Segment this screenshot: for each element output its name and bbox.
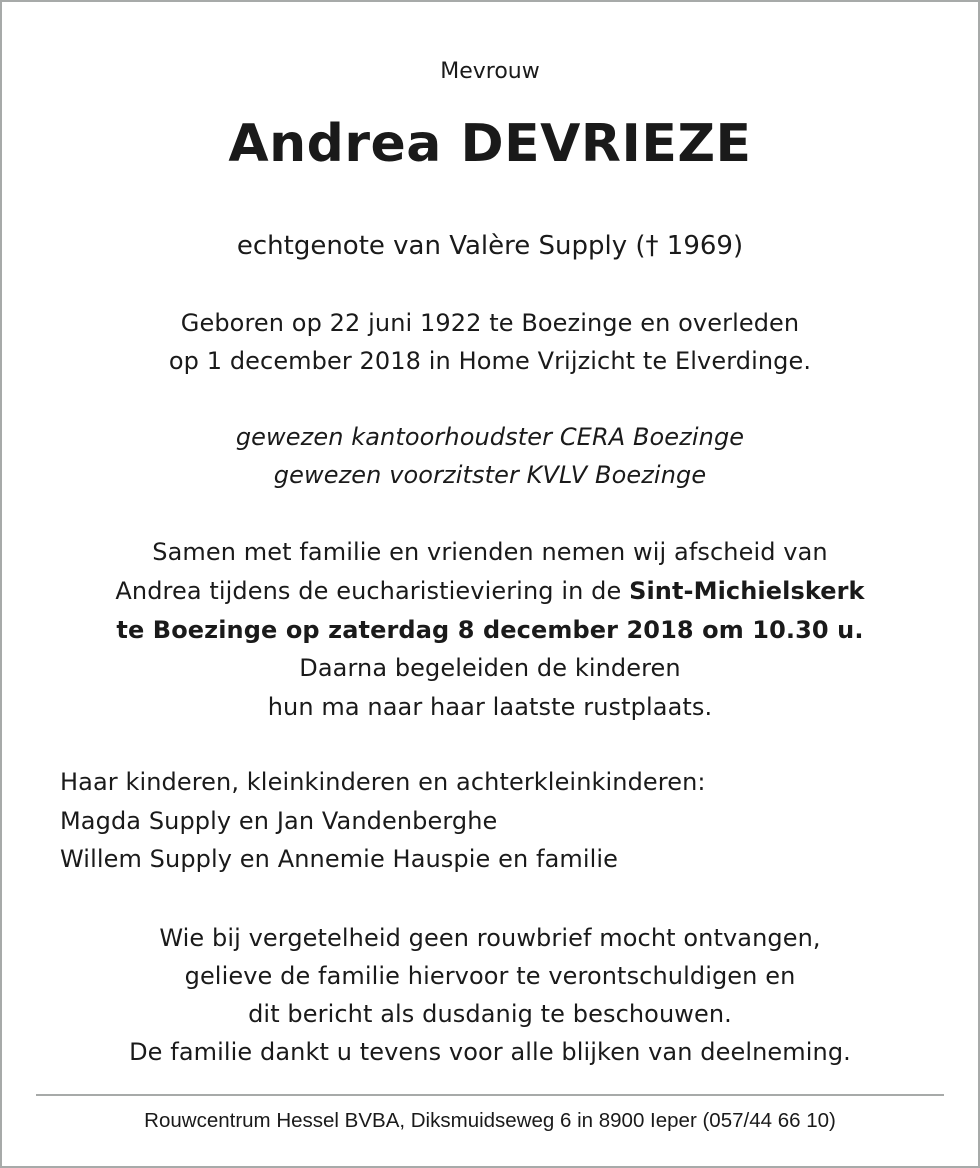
role-line-2: gewezen voorzitster KVLV Boezinge xyxy=(273,461,707,489)
closing-line-1: Wie bij vergetelheid geen rouwbrief mocht ontvangen, xyxy=(159,924,821,952)
spouse-line: echtgenote van Valère Supply († 1969) xyxy=(236,231,744,261)
family-intro: Haar kinderen, kleinkinderen en achterkleinkinderen: xyxy=(60,768,706,796)
closing-line-3: dit bericht als dusdanig te beschouwen. xyxy=(248,1000,732,1028)
family-member-2: Willem Supply en Annemie Hauspie en familie xyxy=(60,845,619,873)
ceremony-line-5: hun ma naar haar laatste rustplaats. xyxy=(267,693,713,721)
birth-line-2: op 1 december 2018 in Home Vrijzicht te Elverdinge. xyxy=(168,347,812,375)
closing-line-4: De familie dankt u tevens voor alle blijken van deelneming. xyxy=(129,1038,851,1066)
footer-divider xyxy=(36,1094,944,1096)
church-name: Sint-Michielskerk xyxy=(629,577,865,605)
ceremony-line-1: Samen met familie en vrienden nemen wij afscheid van xyxy=(152,538,828,566)
ceremony-line-2-text: Andrea tijdens de eucharistieviering in de xyxy=(115,577,630,605)
role-line-1: gewezen kantoorhoudster CERA Boezinge xyxy=(235,423,745,451)
closing-line-2: gelieve de familie hiervoor te verontschuldigen en xyxy=(184,962,796,990)
funeral-home-footer: Rouwcentrum Hessel BVBA, Diksmuidseweg 6 in 8900 Ieper (057/44 66 10) xyxy=(144,1109,836,1132)
ceremony-date-line: te Boezinge op zaterdag 8 december 2018 om 10.30 u. xyxy=(116,616,864,644)
family-member-1: Magda Supply en Jan Vandenberghe xyxy=(60,807,498,835)
ceremony-line-2 xyxy=(0,573,980,609)
salutation: Mevrouw xyxy=(440,59,540,84)
birth-line-1: Geboren op 22 juni 1922 te Boezinge en overleden xyxy=(180,309,800,337)
ceremony-line-4: Daarna begeleiden de kinderen xyxy=(299,654,681,682)
deceased-name: Andrea DEVRIEZE xyxy=(228,114,752,174)
